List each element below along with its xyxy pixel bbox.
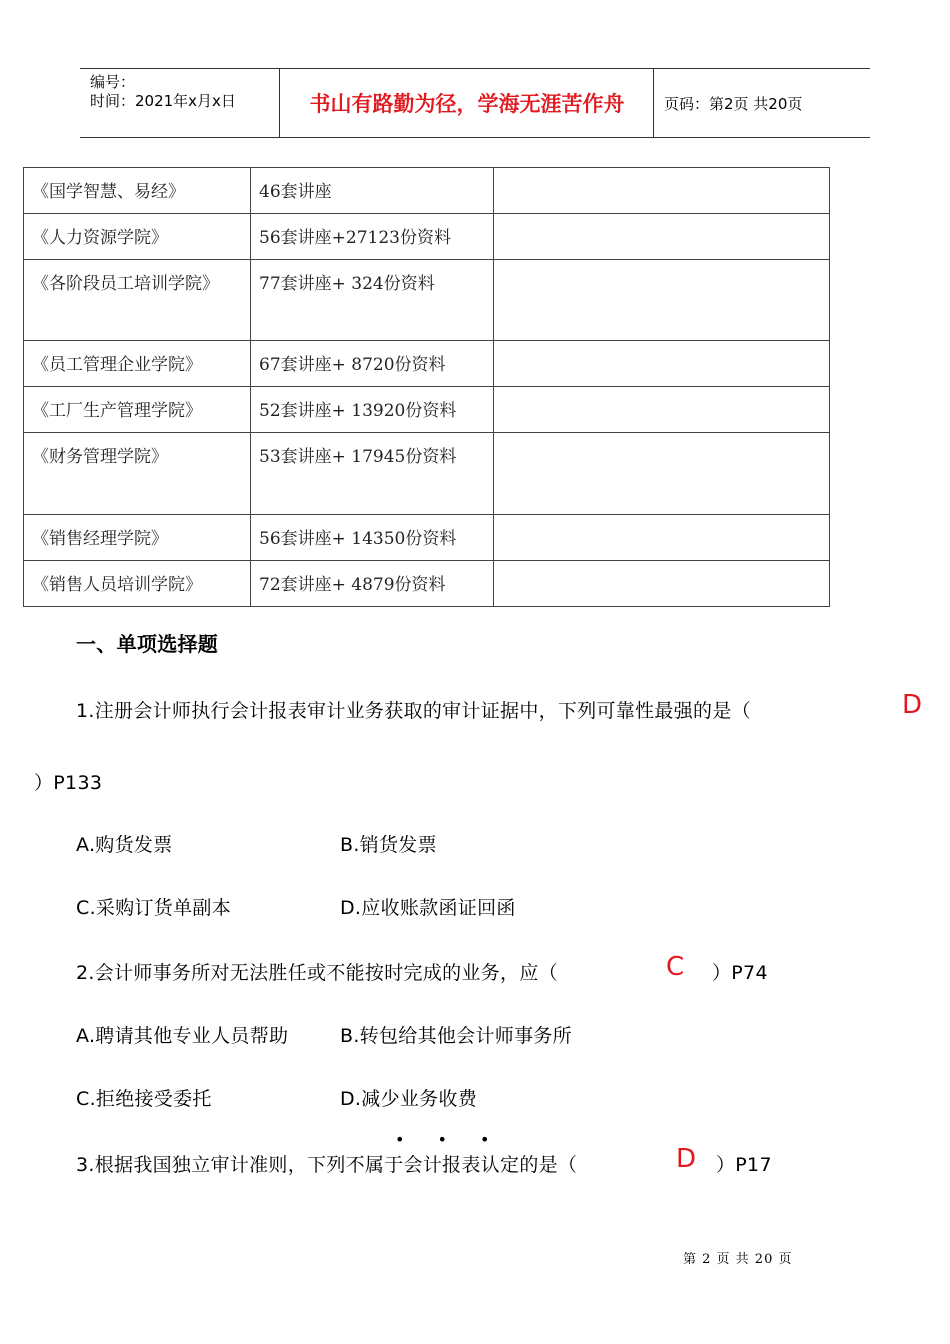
question-2-stem: 2.会计师事务所对无法胜任或不能按时完成的业务，应（ xyxy=(76,962,558,984)
question-3-answer: D xyxy=(676,1144,697,1174)
question-1-answer: D xyxy=(902,690,923,720)
table-row xyxy=(24,214,830,260)
question-2-option-d: D.减少业务收费 xyxy=(340,1088,478,1110)
table-row xyxy=(24,168,830,214)
course-extra xyxy=(494,433,830,515)
question-1-option-b: B.销货发票 xyxy=(340,834,437,856)
question-1-option-c: C.采购订货单副本 xyxy=(76,897,232,919)
table-row xyxy=(24,515,830,561)
course-content: 56套讲座+ 14350份资料 xyxy=(251,515,494,561)
course-content xyxy=(251,433,494,515)
course-name: 《员工管理企业学院》 xyxy=(24,341,251,387)
question-3-stem: 3.根据我国独立审计准则，下列不属于会计报表认定的是（ xyxy=(76,1154,578,1176)
question-2-option-c: C.拒绝接受委托 xyxy=(76,1088,212,1110)
question-2-option-a: A.聘请其他专业人员帮助 xyxy=(76,1025,289,1047)
question-1-option-a: A.购货发票 xyxy=(76,834,173,856)
course-content: 67套讲座+ 8720份资料 xyxy=(251,341,494,387)
question-1-tail: ）P133 xyxy=(34,772,103,794)
course-extra xyxy=(494,515,830,561)
course-content: 46套讲座 xyxy=(251,168,494,214)
course-name: 《销售人员培训学院》 xyxy=(24,561,251,607)
emphasis-dots: • • • xyxy=(395,1130,504,1149)
question-2-option-b: B.转包给其他会计师事务所 xyxy=(340,1025,572,1047)
course-extra xyxy=(494,341,830,387)
header-motto: 书山有路勤为径，学海无涯苦作舟 xyxy=(281,69,654,137)
table-row xyxy=(24,433,830,515)
section-title: 一、单项选择题 xyxy=(76,632,219,656)
course-extra xyxy=(494,561,830,607)
course-table xyxy=(23,167,830,607)
course-content: 56套讲座+27123份资料 xyxy=(251,214,494,260)
table-row xyxy=(24,387,830,433)
course-name xyxy=(24,260,251,341)
course-extra xyxy=(494,387,830,433)
question-2-tail: ）P74 xyxy=(712,962,768,984)
course-name: 《财务管理学院》 xyxy=(24,433,251,515)
course-extra xyxy=(494,214,830,260)
question-2-answer: C xyxy=(666,952,685,982)
course-extra xyxy=(494,260,830,341)
course-name-text: 《各阶段员工培训学院》 xyxy=(32,274,219,294)
course-name: 《工厂生产管理学院》 xyxy=(24,387,251,433)
course-name: 《销售经理学院》 xyxy=(24,515,251,561)
course-content: 52套讲座+ 13920份资料 xyxy=(251,387,494,433)
course-content-text: 53套讲座+ 17945份资料 xyxy=(259,447,457,467)
course-name: 《国学智慧、易经》 xyxy=(24,168,251,214)
time-label: 时间：2021年x月x日 xyxy=(90,92,236,110)
page-footer: 第 2 页 共 20 页 xyxy=(683,1252,793,1267)
question-3-tail: ）P17 xyxy=(716,1154,772,1176)
course-extra xyxy=(494,168,830,214)
table-row xyxy=(24,260,830,341)
table-row xyxy=(24,341,830,387)
question-1-option-d: D.应收账款函证回函 xyxy=(340,897,516,919)
table-row xyxy=(24,561,830,607)
header-page-info: 页码：第2页 共20页 xyxy=(664,94,803,113)
course-name: 《人力资源学院》 xyxy=(24,214,251,260)
question-1-stem: 1.注册会计师执行会计报表审计业务获取的审计证据中，下列可靠性最强的是（ xyxy=(76,700,751,722)
number-label: 编号： xyxy=(90,73,136,91)
page-header xyxy=(80,68,870,138)
course-content: 77套讲座+ 324份资料 xyxy=(251,260,494,341)
header-meta xyxy=(80,69,280,137)
course-content: 72套讲座+ 4879份资料 xyxy=(251,561,494,607)
